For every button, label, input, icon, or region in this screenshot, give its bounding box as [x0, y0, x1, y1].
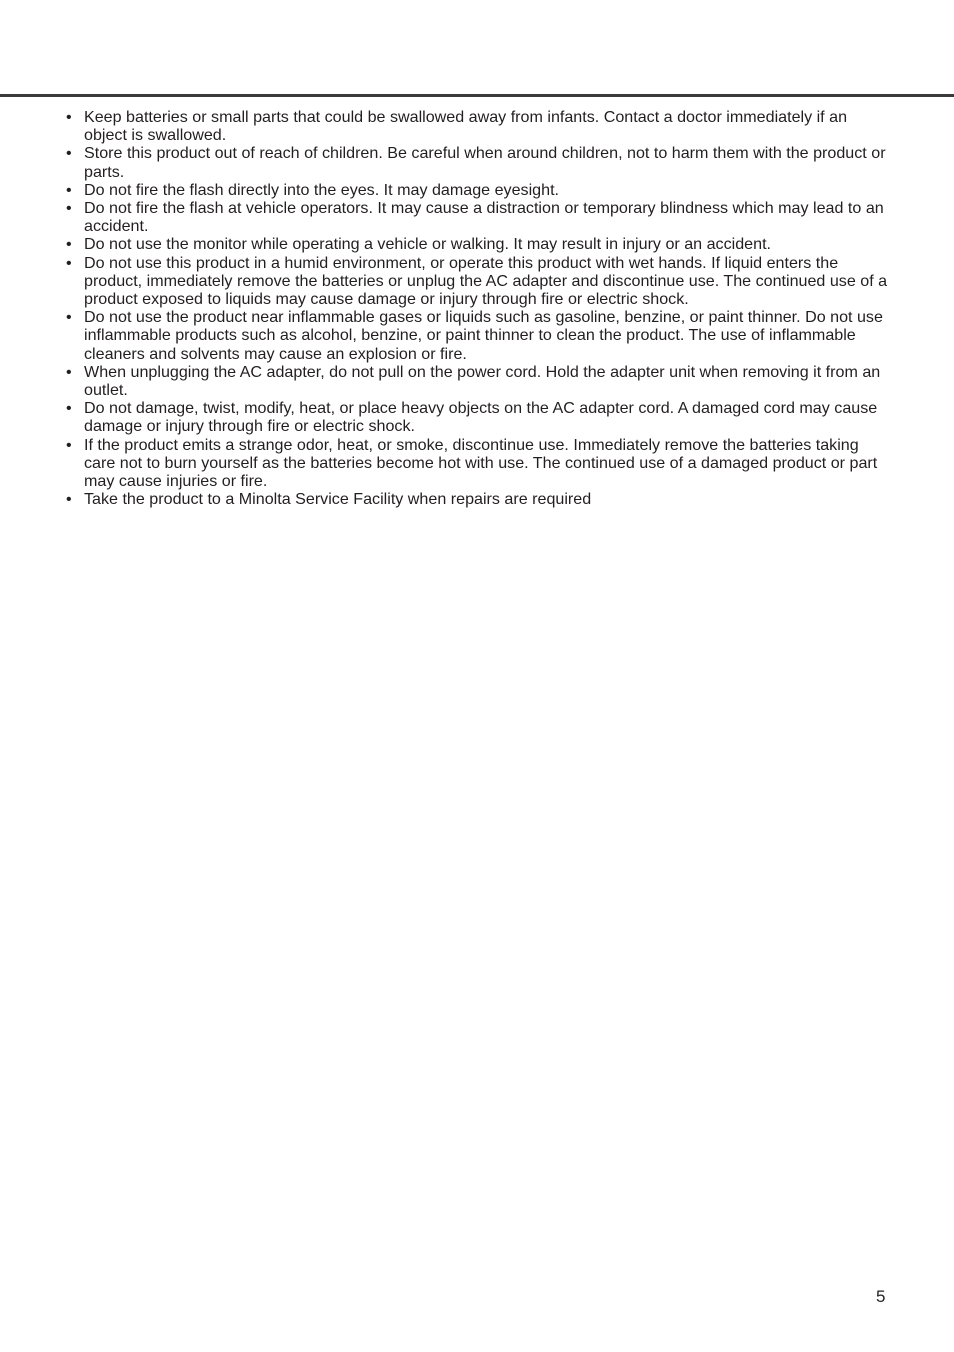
safety-warnings-list	[66, 108, 888, 508]
bullet: •	[66, 490, 72, 509]
list-item	[66, 199, 888, 235]
warning-text: Do not use the product near inflammable gases or liquids such as gasoline, benzine, or paint thinner. Do not use inflammable products such as alcohol, benzine, or paint thinner to clean the product. The use of inflammable cleaners and solvents may cause an explosion or fire.	[84, 308, 883, 363]
warning-text: Keep batteries or small parts that could be swallowed away from infants. Contact a doctor immediately if an object is swallowed.	[84, 108, 848, 145]
list-item	[66, 108, 888, 144]
bullet: •	[66, 435, 72, 454]
warning-text: Do not fire the flash directly into the eyes. It may damage eyesight.	[84, 180, 560, 199]
list-item	[66, 181, 888, 199]
bullet: •	[66, 399, 72, 418]
warning-text: If the product emits a strange odor, heat, or smoke, discontinue use. Immediately remove the batteries taking care not to burn yourself as the batteries become hot with use. The continued use of a damaged product or part may cause injuries or fire.	[84, 435, 878, 491]
warning-text: Do not use the monitor while operating a vehicle or walking. It may result in injury or an accident.	[84, 235, 772, 254]
list-item	[66, 235, 888, 253]
bullet: •	[66, 108, 72, 126]
bullet: •	[66, 199, 72, 218]
list-item	[66, 308, 888, 363]
warning-text: Do not damage, twist, modify, heat, or place heavy objects on the AC adapter cord. A damaged cord may cause damage or injury through fire or electric shock.	[84, 399, 878, 436]
bullet: •	[66, 180, 72, 199]
warning-text: Do not fire the flash at vehicle operators. It may cause a distraction or temporary blindness which may lead to an accident.	[84, 199, 884, 236]
list-item	[66, 363, 888, 399]
warning-text: Take the product to a Minolta Service Facility when repairs are required	[84, 490, 592, 509]
bullet: •	[66, 308, 72, 327]
list-item	[66, 254, 888, 309]
warning-text: Store this product out of reach of children. Be careful when around children, not to harm them with the product or parts.	[84, 144, 886, 181]
bullet: •	[66, 144, 72, 163]
list-item	[66, 436, 888, 491]
list-item	[66, 399, 888, 435]
warning-text: Do not use this product in a humid environment, or operate this product with wet hands. If liquid enters the product, immediately remove the batteries or unplug the AC adapter and discontinue use. The continued use of a product exposed to liquids may cause damage or injury through fire or electric shock.	[84, 253, 888, 309]
bullet: •	[66, 362, 72, 381]
list-item	[66, 144, 888, 180]
list-item	[66, 490, 888, 508]
page-number: 5	[876, 1287, 886, 1306]
bullet: •	[66, 235, 72, 254]
header-rule	[0, 94, 954, 97]
bullet: •	[66, 253, 72, 272]
warning-text: When unplugging the AC adapter, do not pull on the power cord. Hold the adapter unit when removing it from an outlet.	[84, 362, 881, 400]
